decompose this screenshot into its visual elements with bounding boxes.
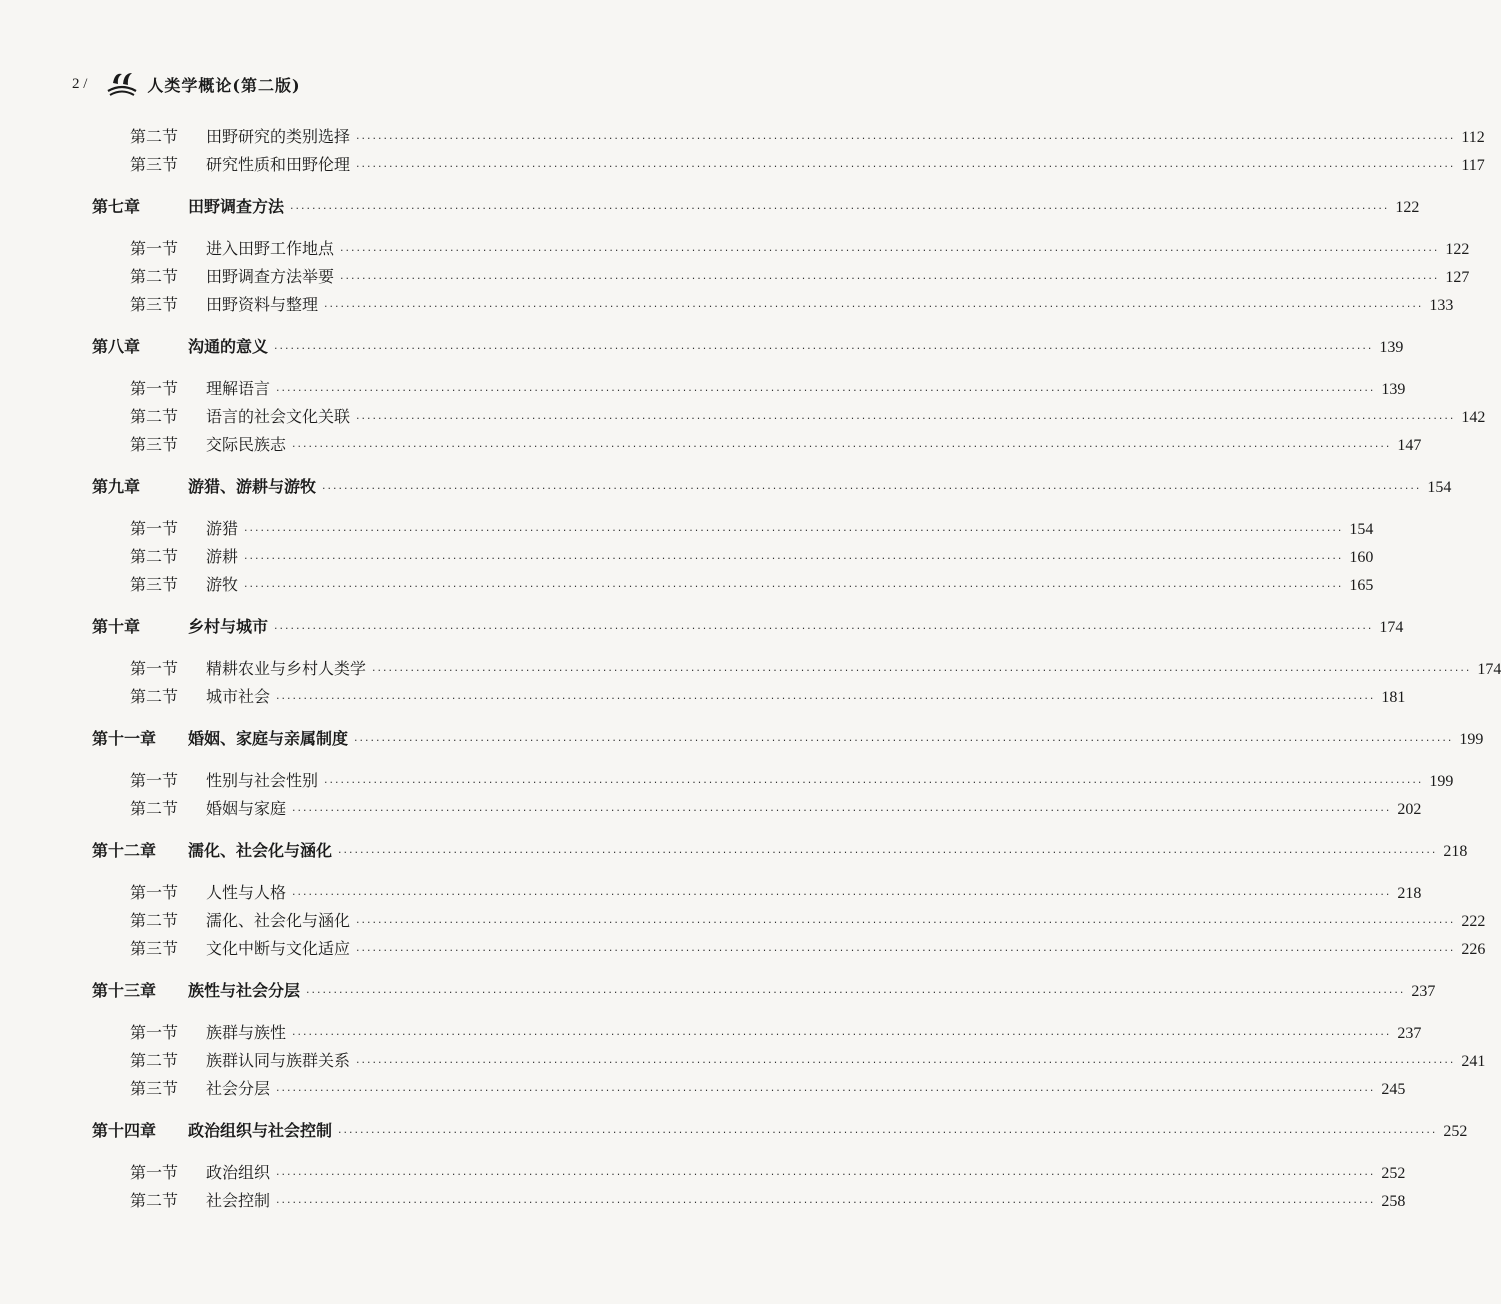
entry-page-number: 181 <box>1381 689 1406 706</box>
dot-leader: ········································································································································································································ <box>372 664 1472 677</box>
entry-title: 田野研究的类别选择 <box>206 127 351 146</box>
entry-title: 游猎、游耕与游牧 <box>188 477 317 496</box>
toc-chapter-entry <box>92 614 1404 640</box>
entry-label: 第二节 <box>130 799 179 818</box>
dot-leader: ········································································································································································································ <box>356 916 1456 929</box>
entry-label: 第三节 <box>130 939 179 958</box>
entry-label: 第一节 <box>130 239 179 258</box>
entry-label: 第十三章 <box>92 981 157 1000</box>
toc-section-entry <box>130 1048 1486 1074</box>
entry-page-number: 237 <box>1397 1025 1422 1042</box>
dot-leader: ········································································································································································································ <box>292 1028 1392 1041</box>
dot-leader: ········································································································································································································ <box>276 1196 1376 1209</box>
entry-label: 第二节 <box>130 267 179 286</box>
entry-title: 政治组织与社会控制 <box>188 1121 333 1140</box>
toc-section-entry <box>130 264 1470 290</box>
toc-chapter-entry <box>92 334 1404 360</box>
toc-section-entry <box>130 432 1422 458</box>
entry-label: 第一节 <box>130 771 179 790</box>
entry-title: 社会分层 <box>206 1079 271 1098</box>
entry-label: 第二节 <box>130 547 179 566</box>
entry-page-number: 142 <box>1461 409 1486 426</box>
entry-page-number: 122 <box>1445 241 1470 258</box>
entry-title: 政治组织 <box>206 1163 271 1182</box>
entry-title: 游牧 <box>206 575 239 594</box>
entry-label: 第一节 <box>130 1163 179 1182</box>
entry-page-number: 112 <box>1461 129 1485 146</box>
dot-leader: ········································································································································································································ <box>244 580 1344 593</box>
dot-leader: ········································································································································································································ <box>340 272 1440 285</box>
entry-label: 第二节 <box>130 127 179 146</box>
entry-label: 第三节 <box>130 435 179 454</box>
entry-page-number: 160 <box>1349 549 1374 566</box>
dot-leader: ········································································································································································································ <box>338 1126 1438 1139</box>
toc-section-entry <box>130 684 1406 710</box>
entry-label: 第十一章 <box>92 729 157 748</box>
toc-section-entry <box>130 516 1374 542</box>
entry-page-number: 122 <box>1395 199 1420 216</box>
entry-title: 族群与族性 <box>206 1023 287 1042</box>
entry-page-number: 147 <box>1397 437 1422 454</box>
entry-label: 第十二章 <box>92 841 157 860</box>
entry-page-number: 222 <box>1461 913 1486 930</box>
dot-leader: ········································································································································································································ <box>356 132 1456 145</box>
dot-leader: ········································································································································································································ <box>324 776 1424 789</box>
entry-page-number: 117 <box>1461 157 1485 174</box>
page-number: 2 / <box>72 75 88 92</box>
entry-title: 理解语言 <box>206 379 271 398</box>
entry-title: 濡化、社会化与涵化 <box>188 841 333 860</box>
entry-label: 第七章 <box>92 197 141 216</box>
book-title: 人类学概论(第二版) <box>147 75 301 95</box>
toc-chapter-entry <box>92 726 1484 752</box>
entry-label: 第一节 <box>130 1023 179 1042</box>
entry-page-number: 154 <box>1349 521 1374 538</box>
entry-title: 乡村与城市 <box>188 617 269 636</box>
toc-section-entry <box>130 936 1486 962</box>
entry-title: 田野资料与整理 <box>206 295 319 314</box>
toc-section-entry <box>130 656 1501 682</box>
entry-page-number: 226 <box>1461 941 1486 958</box>
entry-title: 人性与人格 <box>206 883 287 902</box>
entry-page-number: 199 <box>1429 773 1454 790</box>
entry-page-number: 252 <box>1381 1165 1406 1182</box>
dot-leader: ········································································································································································································ <box>244 552 1344 565</box>
entry-page-number: 202 <box>1397 801 1422 818</box>
entry-title: 社会控制 <box>206 1191 271 1210</box>
entry-label: 第三节 <box>130 295 179 314</box>
dot-leader: ········································································································································································································ <box>324 300 1424 313</box>
entry-title: 婚姻、家庭与亲属制度 <box>188 729 349 748</box>
entry-page-number: 245 <box>1381 1081 1406 1098</box>
toc-section-entry <box>130 292 1454 318</box>
toc-chapter-entry <box>92 978 1436 1004</box>
entry-title: 族群认同与族群关系 <box>206 1051 351 1070</box>
dot-leader: ········································································································································································································ <box>290 202 1390 215</box>
entry-page-number: 154 <box>1427 479 1452 496</box>
toc-section-entry <box>130 1188 1406 1214</box>
entry-title: 沟通的意义 <box>188 337 269 356</box>
toc-section-entry <box>130 1020 1422 1046</box>
toc-section-entry <box>130 572 1374 598</box>
entry-label: 第一节 <box>130 659 179 678</box>
toc-section-entry <box>130 152 1485 178</box>
entry-page-number: 174 <box>1379 619 1404 636</box>
entry-page-number: 237 <box>1411 983 1436 1000</box>
entry-label: 第二节 <box>130 687 179 706</box>
dot-leader: ········································································································································································································ <box>292 440 1392 453</box>
toc-chapter-entry <box>92 838 1468 864</box>
entry-page-number: 133 <box>1429 297 1454 314</box>
toc-section-entry <box>130 376 1406 402</box>
entry-title: 语言的社会文化关联 <box>206 407 351 426</box>
page-header <box>72 66 301 102</box>
dot-leader: ········································································································································································································ <box>244 524 1344 537</box>
entry-page-number: 258 <box>1381 1193 1406 1210</box>
toc-section-entry <box>130 404 1486 430</box>
dot-leader: ········································································································································································································ <box>322 482 1422 495</box>
dot-leader: ········································································································································································································ <box>356 1056 1456 1069</box>
entry-title: 交际民族志 <box>206 435 287 454</box>
dot-leader: ········································································································································································································ <box>276 384 1376 397</box>
entry-title: 族性与社会分层 <box>188 981 301 1000</box>
toc-section-entry <box>130 908 1486 934</box>
entry-label: 第二节 <box>130 1051 179 1070</box>
entry-title: 田野调查方法举要 <box>206 267 335 286</box>
entry-page-number: 139 <box>1379 339 1404 356</box>
dot-leader: ········································································································································································································ <box>338 846 1438 859</box>
entry-title: 婚姻与家庭 <box>206 799 287 818</box>
entry-page-number: 174 <box>1477 661 1501 678</box>
entry-label: 第一节 <box>130 519 179 538</box>
entry-title: 精耕农业与乡村人类学 <box>206 659 367 678</box>
entry-title: 进入田野工作地点 <box>206 239 335 258</box>
dot-leader: ········································································································································································································ <box>356 944 1456 957</box>
toc-chapter-entry <box>92 1118 1468 1144</box>
entry-label: 第二节 <box>130 911 179 930</box>
toc-section-entry <box>130 1160 1406 1186</box>
entry-page-number: 165 <box>1349 577 1374 594</box>
entry-page-number: 139 <box>1381 381 1406 398</box>
dot-leader: ········································································································································································································ <box>306 986 1406 999</box>
dot-leader: ········································································································································································································ <box>356 412 1456 425</box>
dot-leader: ········································································································································································································ <box>274 342 1374 355</box>
entry-label: 第一节 <box>130 379 179 398</box>
dot-leader: ········································································································································································································ <box>276 1168 1376 1181</box>
entry-label: 第一节 <box>130 883 179 902</box>
entry-title: 田野调查方法 <box>188 197 285 216</box>
toc-section-entry <box>130 768 1454 794</box>
dot-leader: ········································································································································································································ <box>274 622 1374 635</box>
entry-label: 第三节 <box>130 575 179 594</box>
entry-page-number: 241 <box>1461 1053 1486 1070</box>
entry-label: 第十四章 <box>92 1121 157 1140</box>
entry-title: 濡化、社会化与涵化 <box>206 911 351 930</box>
entry-page-number: 218 <box>1397 885 1422 902</box>
entry-label: 第二节 <box>130 1191 179 1210</box>
entry-label: 第十章 <box>92 617 141 636</box>
toc-chapter-entry <box>92 194 1420 220</box>
entry-title: 城市社会 <box>206 687 271 706</box>
toc-section-entry <box>130 124 1485 150</box>
dot-leader: ········································································································································································································ <box>340 244 1440 257</box>
toc-section-entry <box>130 796 1422 822</box>
entry-label: 第三节 <box>130 155 179 174</box>
dot-leader: ········································································································································································································ <box>276 1084 1376 1097</box>
entry-label: 第二节 <box>130 407 179 426</box>
entry-label: 第九章 <box>92 477 141 496</box>
entry-title: 性别与社会性别 <box>206 771 319 790</box>
entry-label: 第三节 <box>130 1079 179 1098</box>
entry-title: 研究性质和田野伦理 <box>206 155 351 174</box>
toc-chapter-entry <box>92 474 1452 500</box>
dot-leader: ········································································································································································································ <box>356 160 1456 173</box>
entry-page-number: 199 <box>1459 731 1484 748</box>
dot-leader: ········································································································································································································ <box>354 734 1454 747</box>
toc-section-entry <box>130 544 1374 570</box>
entry-title: 文化中断与文化适应 <box>206 939 351 958</box>
entry-page-number: 218 <box>1443 843 1468 860</box>
publisher-logo-icon <box>105 69 139 99</box>
toc-section-entry <box>130 236 1470 262</box>
toc-section-entry <box>130 1076 1406 1102</box>
entry-label: 第八章 <box>92 337 141 356</box>
entry-page-number: 252 <box>1443 1123 1468 1140</box>
entry-page-number: 127 <box>1445 269 1470 286</box>
entry-title: 游猎 <box>206 519 239 538</box>
toc-section-entry <box>130 880 1422 906</box>
dot-leader: ········································································································································································································ <box>292 804 1392 817</box>
entry-title: 游耕 <box>206 547 239 566</box>
dot-leader: ········································································································································································································ <box>292 888 1392 901</box>
dot-leader: ········································································································································································································ <box>276 692 1376 705</box>
